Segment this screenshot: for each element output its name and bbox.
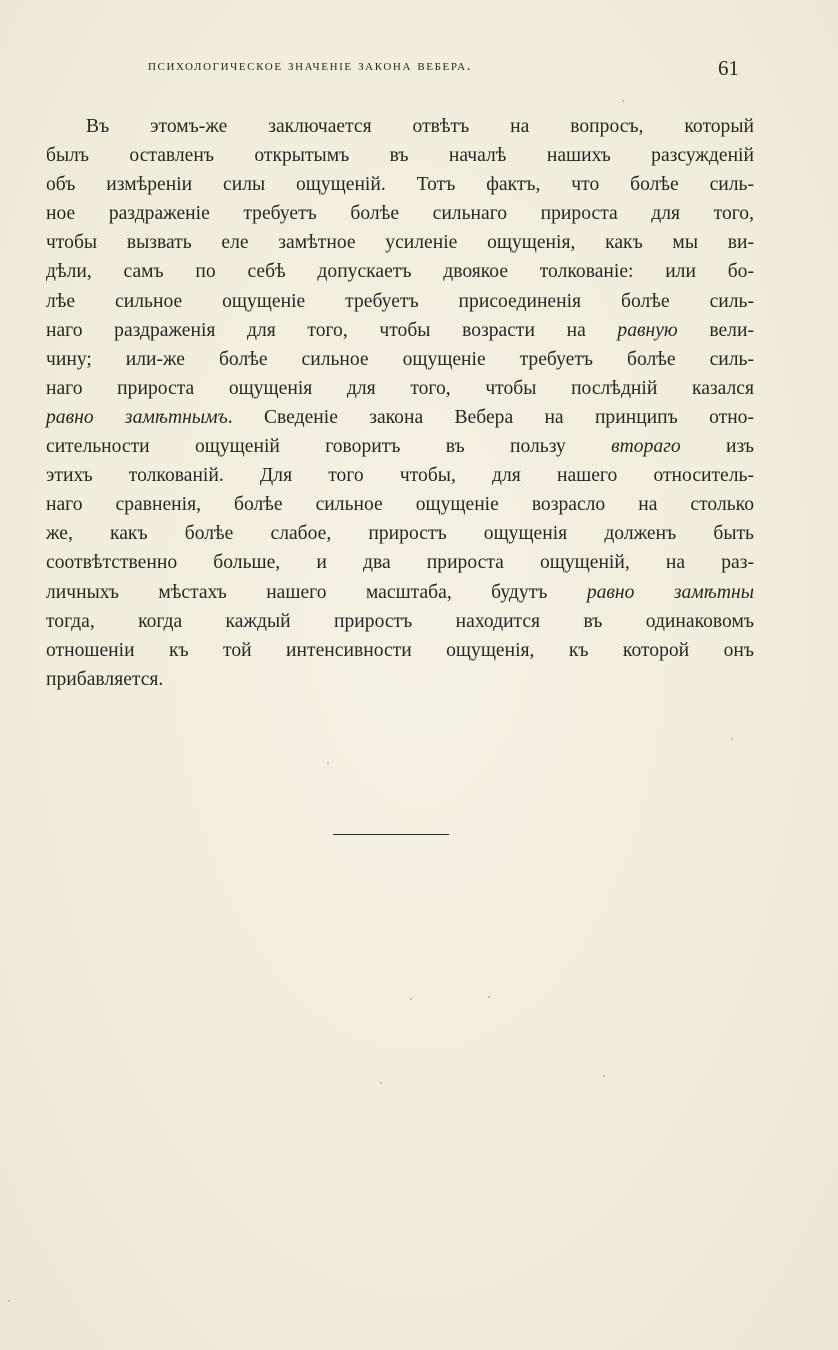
text-line <box>46 287 754 316</box>
text-segment: дѣли, самъ по себѣ допускаетъ двоякое толкованіе: или бо- <box>46 261 754 283</box>
paper-speck <box>731 738 733 740</box>
text-line <box>46 607 754 636</box>
text-line <box>46 490 754 519</box>
text-line <box>46 665 754 694</box>
text-segment: чтобы вызвать еле замѣтное усиленіе ощущенія, какъ мы ви- <box>46 232 754 254</box>
text-line <box>46 461 754 490</box>
text-segment: наго прироста ощущенія для того, чтобы послѣдній казался <box>46 377 754 399</box>
text-line <box>46 374 754 403</box>
text-segment: вели- <box>677 319 754 341</box>
text-line <box>46 199 754 228</box>
text-segment: былъ оставленъ открытымъ въ началѣ нашихъ разсужденій <box>46 145 754 167</box>
text-line <box>46 257 754 286</box>
text-segment: сительности ощущеній говоритъ въ пользу <box>46 436 612 458</box>
emphasis-text: втораго <box>611 436 681 458</box>
text-segment: соотвѣтственно больше, и два прироста ощущеній, на раз- <box>46 552 754 574</box>
paragraph <box>46 112 754 694</box>
emphasis-text: равно замѣтнымъ <box>46 406 228 428</box>
text-segment: личныхъ мѣстахъ нашего масштаба, будутъ <box>46 581 587 603</box>
running-title: психологическое значеніе закона вебера. <box>148 58 473 74</box>
text-line <box>46 403 754 432</box>
paper-speck <box>380 1082 382 1084</box>
text-segment: отношеніи къ той интенсивности ощущенія, къ которой онъ <box>46 639 754 661</box>
text-line <box>46 316 754 345</box>
text-segment: прибавляется. <box>46 668 164 690</box>
text-segment: ное раздраженіе требуетъ болѣе сильнаго прироста для того, <box>46 203 754 225</box>
text-segment: же, какъ болѣе слабое, приростъ ощущенія долженъ быть <box>46 523 754 545</box>
text-line <box>46 432 754 461</box>
paper-speck <box>327 762 329 764</box>
paper-speck <box>410 998 412 1000</box>
text-line <box>46 170 754 199</box>
emphasis-text: равную <box>617 319 678 341</box>
text-line <box>46 548 754 577</box>
text-segment: объ измѣреніи силы ощущеній. Тотъ фактъ, что болѣе силь- <box>46 174 754 196</box>
text-segment: лѣе сильное ощущеніе требуетъ присоединенія болѣе силь- <box>46 290 754 312</box>
text-segment: этихъ толкованій. Для того чтобы, для нашего относитель- <box>46 465 754 487</box>
section-end-rule <box>333 834 449 835</box>
emphasis-text: равно замѣтны <box>586 581 754 603</box>
text-segment: . Сведеніе закона Вебера на принципъ отно- <box>227 406 755 428</box>
text-segment: чину; или-же болѣе сильное ощущеніе требуетъ болѣе силь- <box>46 348 754 370</box>
paper-speck <box>622 100 624 102</box>
text-segment: наго сравненія, болѣе сильное ощущеніе возрасло на столько <box>46 494 754 516</box>
paper-speck <box>488 996 490 998</box>
text-line <box>46 112 754 141</box>
text-segment: Въ этомъ-же заключается отвѣтъ на вопросъ, который <box>86 116 754 137</box>
text-line <box>46 141 754 170</box>
text-line <box>46 519 754 548</box>
paper-speck <box>603 1075 605 1077</box>
text-line <box>46 578 754 607</box>
text-segment: наго раздраженія для того, чтобы возрасти на <box>46 319 618 341</box>
paper-speck <box>8 1300 10 1302</box>
text-line <box>46 228 754 257</box>
text-line <box>46 345 754 374</box>
page-number: 61 <box>718 56 739 80</box>
text-line <box>46 636 754 665</box>
text-segment: тогда, когда каждый приростъ находится въ одинаковомъ <box>46 610 754 632</box>
text-segment: изъ <box>680 436 754 458</box>
